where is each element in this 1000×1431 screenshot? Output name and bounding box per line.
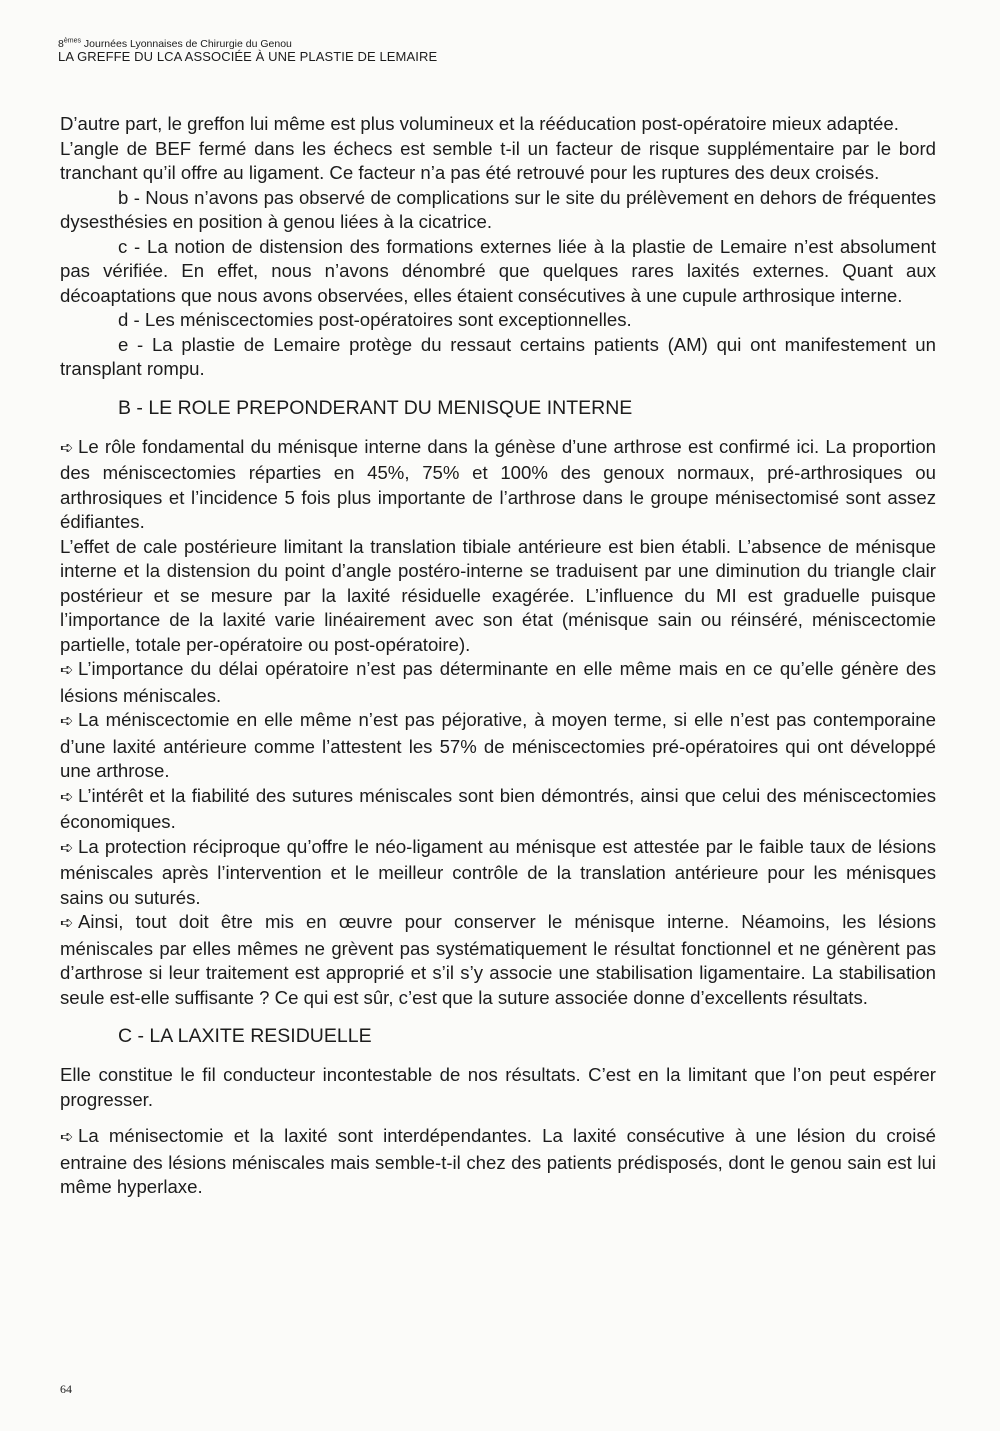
arrow-bullet-icon: ➪ <box>60 439 74 457</box>
list-item: e - La plastie de Lemaire protège du ressaut certains patients (AM) qui ont manifestement un transplant rompu. <box>60 333 936 379</box>
conference-label: Journées Lyonnaises de Chirurgie du Genou <box>80 38 292 50</box>
arrow-bullet-icon: ➪ <box>60 839 74 857</box>
list-item: d - Les méniscectomies post-opératoires sont exceptionnelles. <box>118 309 632 330</box>
article-title: LA GREFFE DU LCA ASSOCIÉE À UNE PLASTIE DE LEMAIRE <box>58 49 438 65</box>
arrow-paragraph: ➪ La méniscectomie en elle même n’est pas péjorative, à moyen terme, si elle n’est pas contemporaine d’une laxité antérieure comme l’attestent les 57% de méniscectomies pré-opératoires qui ont développé une arthrose. <box>60 709 936 781</box>
arrow-paragraph: ➪ L’intérêt et la fiabilité des sutures méniscales sont bien démontrés, ainsi que celui des méniscectomies économiques. <box>60 784 936 832</box>
arrow-bullet-icon: ➪ <box>60 788 74 806</box>
page-number: 64 <box>60 1382 72 1396</box>
arrow-paragraph: ➪ Le rôle fondamental du ménisque interne dans la génèse d’une arthrose est confirmé ici. La proportion des méniscectomies réparties en 45%, 75% et 100% des genoux normaux, pré-arthrosiques ou arthrosiques et l’incidence 5 fois plus importante de l’arthrose dans le groupe ménisectomisé sont assez édifiantes. <box>60 435 936 532</box>
paragraph: Elle constitue le fil conducteur incontestable de nos résultats. C’est en la limitant que l’on peut espérer progresser. <box>60 1064 936 1110</box>
edition-superscript: èmes <box>63 37 81 45</box>
paragraph: D’autre part, le greffon lui même est plus volumineux et la rééducation post-opératoire mieux adaptée. <box>60 113 899 134</box>
arrow-bullet-icon: ➪ <box>60 662 74 679</box>
list-item: c - La notion de distension des formations externes liée à la plastie de Lemaire n’est absolument pas vérifiée. En effet, nous n’avons dénombré que quelques rares laxités externes. Quant aux décoaptations que nous avons observées, elles étaient consécutives à une cupule arthrosique interne. <box>60 235 936 306</box>
arrow-bullet-icon: ➪ <box>60 915 74 932</box>
list-item: b - Nous n’avons pas observé de complications sur le site du prélèvement en dehors de fréquentes dysesthésies en position à genou liées à la cicatrice. <box>60 186 936 232</box>
page-body <box>60 112 936 1200</box>
paragraph-gap <box>60 1112 936 1124</box>
arrow-paragraph: ➪ L’importance du délai opératoire n’est pas déterminante en elle même mais en ce qu’elle génère des lésions méniscales. <box>60 658 936 706</box>
section-heading-b: B - LE ROLE PREPONDERANT DU MENISQUE INTERNE <box>118 396 633 419</box>
arrow-bullet-icon: ➪ <box>60 1129 74 1146</box>
arrow-bullet-icon: ➪ <box>60 713 74 730</box>
arrow-paragraph: ➪ La protection réciproque qu’offre le néo-ligament au ménisque est attestée par le faible taux de lésions méniscales après l’intervention et le meilleur contrôle de la translation antérieure pour les ménisques sains ou suturés. <box>60 835 936 908</box>
paragraph: L’effet de cale postérieure limitant la translation tibiale antérieure est bien établi. L’absence de ménisque interne et la distension du point d’angle postéro-interne se traduisent par une diminution du triangle clair postérieur et se mesure par la laxité résiduelle exagérée. L’influence du MI est graduelle puisque l’importance de la laxité varie linéairement avec son état (ménisque sain ou réinséré, méniscectomie partielle, totale per-opératoire ou post-opératoire). <box>60 535 936 655</box>
arrow-paragraph: ➪ Ainsi, tout doit être mis en œuvre pour conserver le ménisque interne. Néamoins, les lésions méniscales par elles mêmes ne grèvent pas systématiquement le résultat fonctionnel et ne génèrent pas d’arthrose si leur traitement est approprié et s’il s’y associe une stabilisation ligamentaire. La stabilisation seule est-elle suffisante ? Ce qui est sûr, c’est que la suture associée donne d’excellents résultats. <box>60 911 936 1008</box>
running-header <box>58 38 938 65</box>
section-heading-c: C - LA LAXITE RESIDUELLE <box>118 1025 372 1047</box>
edition-number: 8 <box>58 38 64 50</box>
paragraph: L’angle de BEF fermé dans les échecs est semble t-il un facteur de risque supplémentaire par le bord tranchant qu’il offre au ligament. Ce facteur n’a pas été retrouvé pour les ruptures des deux croisés. <box>60 137 936 183</box>
arrow-paragraph: ➪ La ménisectomie et la laxité sont interdépendantes. La laxité consécutive à une lésion du croisé entraine des lésions méniscales mais semble-t-il chez des patients prédisposés, dont le genou sain est lui même hyperlaxe. <box>60 1125 936 1197</box>
